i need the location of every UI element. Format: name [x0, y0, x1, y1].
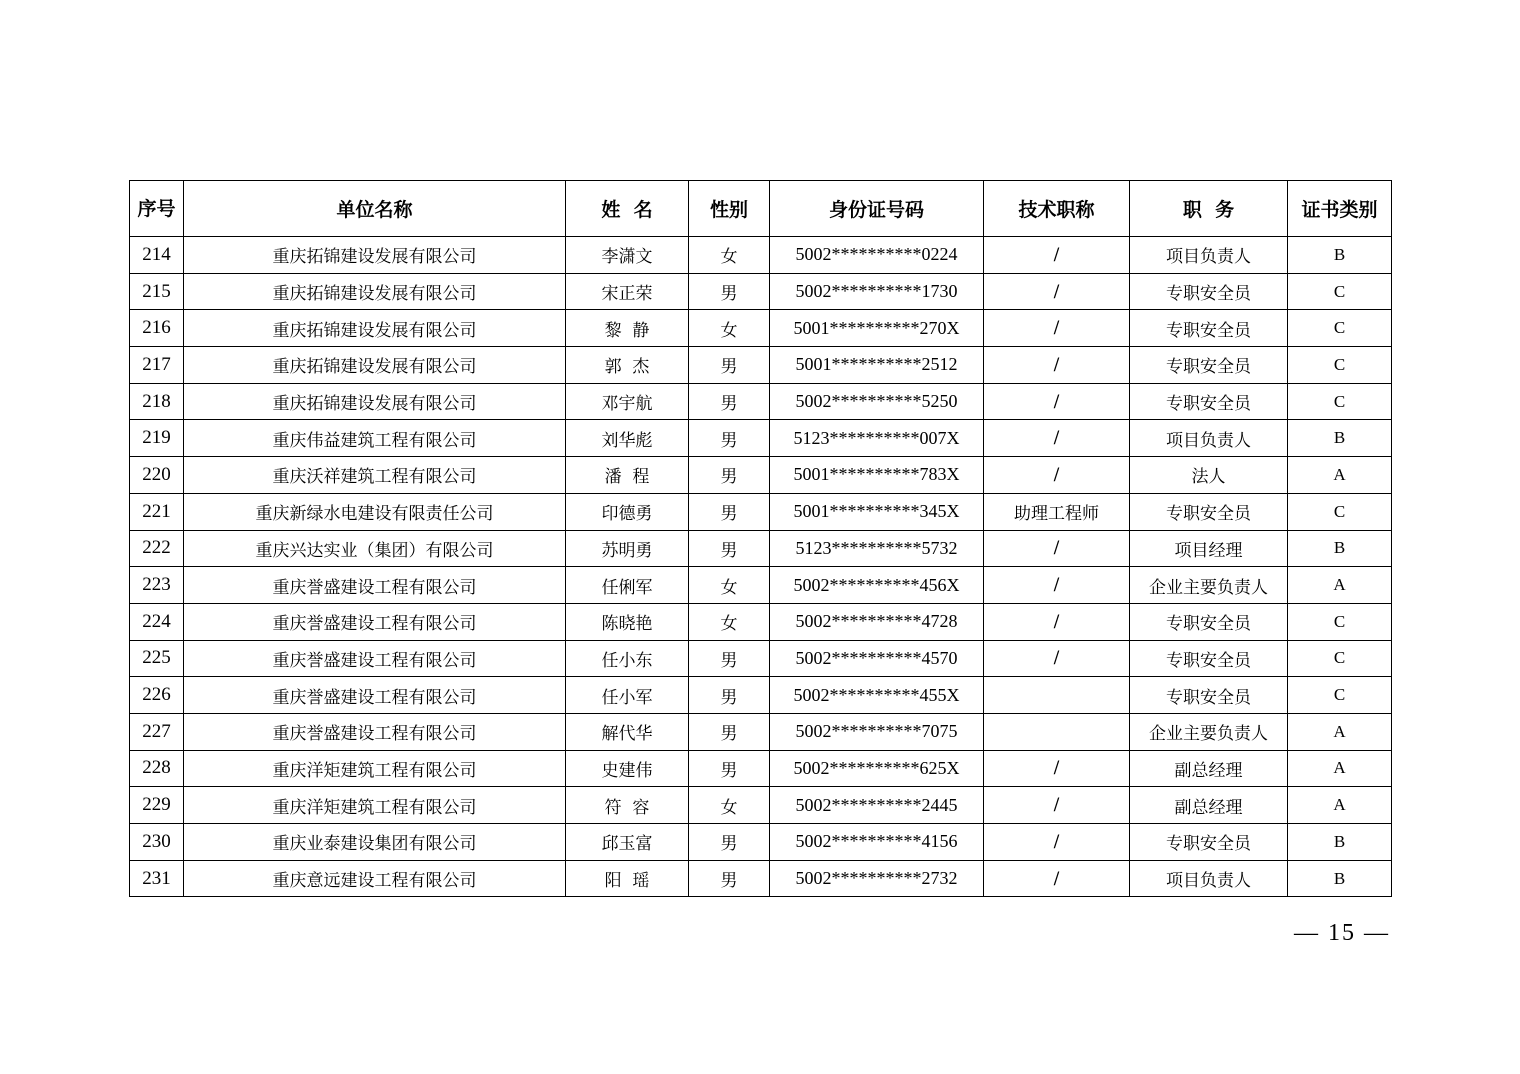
- header-name: 姓 名: [566, 181, 689, 237]
- table-row: [130, 273, 1392, 310]
- cell-company: 重庆誉盛建设工程有限公司: [184, 640, 566, 677]
- cell-position: 专职安全员: [1130, 310, 1288, 347]
- cell-certificate-type: B: [1288, 237, 1392, 274]
- table-row: [130, 640, 1392, 677]
- cell-company: 重庆誉盛建设工程有限公司: [184, 677, 566, 714]
- cell-gender: 男: [689, 640, 770, 677]
- table-row: [130, 713, 1392, 750]
- cell-technical-title: /: [984, 383, 1130, 420]
- cell-company: 重庆拓锦建设发展有限公司: [184, 310, 566, 347]
- cell-company: 重庆洋矩建筑工程有限公司: [184, 750, 566, 787]
- cell-gender: 男: [689, 457, 770, 494]
- cell-certificate-type: A: [1288, 750, 1392, 787]
- cell-gender: 女: [689, 310, 770, 347]
- table-row: [130, 457, 1392, 494]
- cell-company: 重庆洋矩建筑工程有限公司: [184, 787, 566, 824]
- cell-company: 重庆誉盛建设工程有限公司: [184, 713, 566, 750]
- header-certificate-type: 证书类别: [1288, 181, 1392, 237]
- table-row: [130, 530, 1392, 567]
- header-gender: 性别: [689, 181, 770, 237]
- cell-position: 项目负责人: [1130, 860, 1288, 897]
- cell-gender: 女: [689, 237, 770, 274]
- cell-id-number: 5002**********456X: [770, 567, 984, 604]
- cell-name: 任小军: [566, 677, 689, 714]
- cell-certificate-type: B: [1288, 860, 1392, 897]
- cell-gender: 男: [689, 273, 770, 310]
- cell-company: 重庆拓锦建设发展有限公司: [184, 237, 566, 274]
- cell-serial: 231: [130, 860, 184, 897]
- cell-technical-title: /: [984, 237, 1130, 274]
- cell-gender: 男: [689, 347, 770, 384]
- cell-technical-title: /: [984, 420, 1130, 457]
- cell-position: 专职安全员: [1130, 677, 1288, 714]
- cell-name: 刘华彪: [566, 420, 689, 457]
- table-row: [130, 567, 1392, 604]
- cell-name: 符 容: [566, 787, 689, 824]
- cell-certificate-type: A: [1288, 787, 1392, 824]
- cell-id-number: 5002**********4156: [770, 824, 984, 861]
- cell-position: 法人: [1130, 457, 1288, 494]
- cell-serial: 222: [130, 530, 184, 567]
- cell-technical-title: /: [984, 273, 1130, 310]
- cell-company: 重庆誉盛建设工程有限公司: [184, 603, 566, 640]
- header-position: 职 务: [1130, 181, 1288, 237]
- cell-serial: 221: [130, 493, 184, 530]
- cell-gender: 男: [689, 530, 770, 567]
- cell-name: 陈晓艳: [566, 603, 689, 640]
- cell-gender: 女: [689, 603, 770, 640]
- cell-name: 解代华: [566, 713, 689, 750]
- cell-name: 郭 杰: [566, 347, 689, 384]
- table-row: [130, 310, 1392, 347]
- cell-name: 黎 静: [566, 310, 689, 347]
- cell-id-number: 5002**********7075: [770, 713, 984, 750]
- cell-certificate-type: C: [1288, 493, 1392, 530]
- cell-certificate-type: B: [1288, 530, 1392, 567]
- cell-id-number: 5002**********4728: [770, 603, 984, 640]
- table-row: [130, 860, 1392, 897]
- cell-technical-title: 助理工程师: [984, 493, 1130, 530]
- cell-id-number: 5002**********4570: [770, 640, 984, 677]
- cell-position: 副总经理: [1130, 787, 1288, 824]
- cell-name: 邱玉富: [566, 824, 689, 861]
- cell-serial: 219: [130, 420, 184, 457]
- cell-serial: 223: [130, 567, 184, 604]
- cell-technical-title: /: [984, 310, 1130, 347]
- cell-position: 专职安全员: [1130, 603, 1288, 640]
- cell-name: 宋正荣: [566, 273, 689, 310]
- cell-id-number: 5001**********2512: [770, 347, 984, 384]
- cell-company: 重庆誉盛建设工程有限公司: [184, 567, 566, 604]
- cell-name: 阳 瑶: [566, 860, 689, 897]
- table-row: [130, 493, 1392, 530]
- cell-position: 专职安全员: [1130, 347, 1288, 384]
- cell-serial: 226: [130, 677, 184, 714]
- cell-serial: 229: [130, 787, 184, 824]
- header-row: [130, 181, 1392, 237]
- cell-name: 任俐军: [566, 567, 689, 604]
- cell-company: 重庆伟益建筑工程有限公司: [184, 420, 566, 457]
- cell-technical-title: /: [984, 347, 1130, 384]
- cell-name: 任小东: [566, 640, 689, 677]
- cell-id-number: 5001**********345X: [770, 493, 984, 530]
- cell-certificate-type: C: [1288, 273, 1392, 310]
- cell-gender: 男: [689, 677, 770, 714]
- table-row: [130, 750, 1392, 787]
- cell-certificate-type: C: [1288, 603, 1392, 640]
- cell-position: 项目经理: [1130, 530, 1288, 567]
- header-company: 单位名称: [184, 181, 566, 237]
- cell-company: 重庆拓锦建设发展有限公司: [184, 273, 566, 310]
- table-row: [130, 383, 1392, 420]
- cell-name: 潘 程: [566, 457, 689, 494]
- personnel-table: [129, 180, 1392, 897]
- cell-company: 重庆意远建设工程有限公司: [184, 860, 566, 897]
- cell-id-number: 5002**********1730: [770, 273, 984, 310]
- cell-serial: 215: [130, 273, 184, 310]
- cell-position: 专职安全员: [1130, 824, 1288, 861]
- cell-technical-title: [984, 713, 1130, 750]
- cell-serial: 220: [130, 457, 184, 494]
- cell-name: 史建伟: [566, 750, 689, 787]
- cell-id-number: 5002**********5250: [770, 383, 984, 420]
- cell-name: 邓宇航: [566, 383, 689, 420]
- cell-gender: 男: [689, 750, 770, 787]
- cell-id-number: 5002**********2732: [770, 860, 984, 897]
- cell-technical-title: /: [984, 824, 1130, 861]
- cell-position: 企业主要负责人: [1130, 567, 1288, 604]
- header-id-number: 身份证号码: [770, 181, 984, 237]
- cell-certificate-type: C: [1288, 347, 1392, 384]
- cell-position: 项目负责人: [1130, 237, 1288, 274]
- cell-technical-title: /: [984, 640, 1130, 677]
- cell-position: 专职安全员: [1130, 273, 1288, 310]
- cell-company: 重庆新绿水电建设有限责任公司: [184, 493, 566, 530]
- cell-certificate-type: C: [1288, 383, 1392, 420]
- cell-company: 重庆拓锦建设发展有限公司: [184, 347, 566, 384]
- table-body: [130, 237, 1392, 897]
- cell-certificate-type: A: [1288, 457, 1392, 494]
- cell-certificate-type: B: [1288, 824, 1392, 861]
- cell-technical-title: /: [984, 567, 1130, 604]
- cell-company: 重庆业泰建设集团有限公司: [184, 824, 566, 861]
- cell-technical-title: /: [984, 530, 1130, 567]
- cell-certificate-type: C: [1288, 640, 1392, 677]
- cell-gender: 女: [689, 787, 770, 824]
- table-row: [130, 347, 1392, 384]
- cell-serial: 214: [130, 237, 184, 274]
- cell-position: 专职安全员: [1130, 640, 1288, 677]
- cell-certificate-type: C: [1288, 310, 1392, 347]
- cell-serial: 216: [130, 310, 184, 347]
- header-technical-title: 技术职称: [984, 181, 1130, 237]
- cell-certificate-type: A: [1288, 567, 1392, 604]
- table-row: [130, 420, 1392, 457]
- cell-serial: 227: [130, 713, 184, 750]
- cell-gender: 男: [689, 860, 770, 897]
- cell-id-number: 5123**********5732: [770, 530, 984, 567]
- table-row: [130, 824, 1392, 861]
- cell-certificate-type: B: [1288, 420, 1392, 457]
- cell-name: 李潇文: [566, 237, 689, 274]
- table-row: [130, 603, 1392, 640]
- cell-id-number: 5123**********007X: [770, 420, 984, 457]
- cell-position: 副总经理: [1130, 750, 1288, 787]
- cell-technical-title: /: [984, 457, 1130, 494]
- cell-position: 专职安全员: [1130, 383, 1288, 420]
- cell-gender: 男: [689, 493, 770, 530]
- cell-technical-title: /: [984, 860, 1130, 897]
- cell-company: 重庆沃祥建筑工程有限公司: [184, 457, 566, 494]
- cell-gender: 男: [689, 713, 770, 750]
- cell-id-number: 5001**********783X: [770, 457, 984, 494]
- cell-company: 重庆兴达实业（集团）有限公司: [184, 530, 566, 567]
- cell-name: 印德勇: [566, 493, 689, 530]
- cell-certificate-type: C: [1288, 677, 1392, 714]
- cell-name: 苏明勇: [566, 530, 689, 567]
- cell-id-number: 5002**********0224: [770, 237, 984, 274]
- page-number: — 15 —: [1294, 920, 1390, 946]
- cell-serial: 228: [130, 750, 184, 787]
- cell-id-number: 5001**********270X: [770, 310, 984, 347]
- cell-position: 项目负责人: [1130, 420, 1288, 457]
- cell-serial: 218: [130, 383, 184, 420]
- cell-company: 重庆拓锦建设发展有限公司: [184, 383, 566, 420]
- cell-gender: 男: [689, 420, 770, 457]
- cell-technical-title: [984, 677, 1130, 714]
- cell-serial: 224: [130, 603, 184, 640]
- cell-serial: 217: [130, 347, 184, 384]
- cell-serial: 230: [130, 824, 184, 861]
- table-row: [130, 677, 1392, 714]
- cell-serial: 225: [130, 640, 184, 677]
- table-row: [130, 237, 1392, 274]
- cell-id-number: 5002**********625X: [770, 750, 984, 787]
- cell-technical-title: /: [984, 787, 1130, 824]
- table-row: [130, 787, 1392, 824]
- cell-gender: 男: [689, 383, 770, 420]
- cell-position: 企业主要负责人: [1130, 713, 1288, 750]
- cell-technical-title: /: [984, 603, 1130, 640]
- cell-gender: 女: [689, 567, 770, 604]
- cell-id-number: 5002**********455X: [770, 677, 984, 714]
- cell-position: 专职安全员: [1130, 493, 1288, 530]
- header-serial: 序号: [130, 181, 184, 237]
- cell-gender: 男: [689, 824, 770, 861]
- cell-certificate-type: A: [1288, 713, 1392, 750]
- cell-id-number: 5002**********2445: [770, 787, 984, 824]
- cell-technical-title: /: [984, 750, 1130, 787]
